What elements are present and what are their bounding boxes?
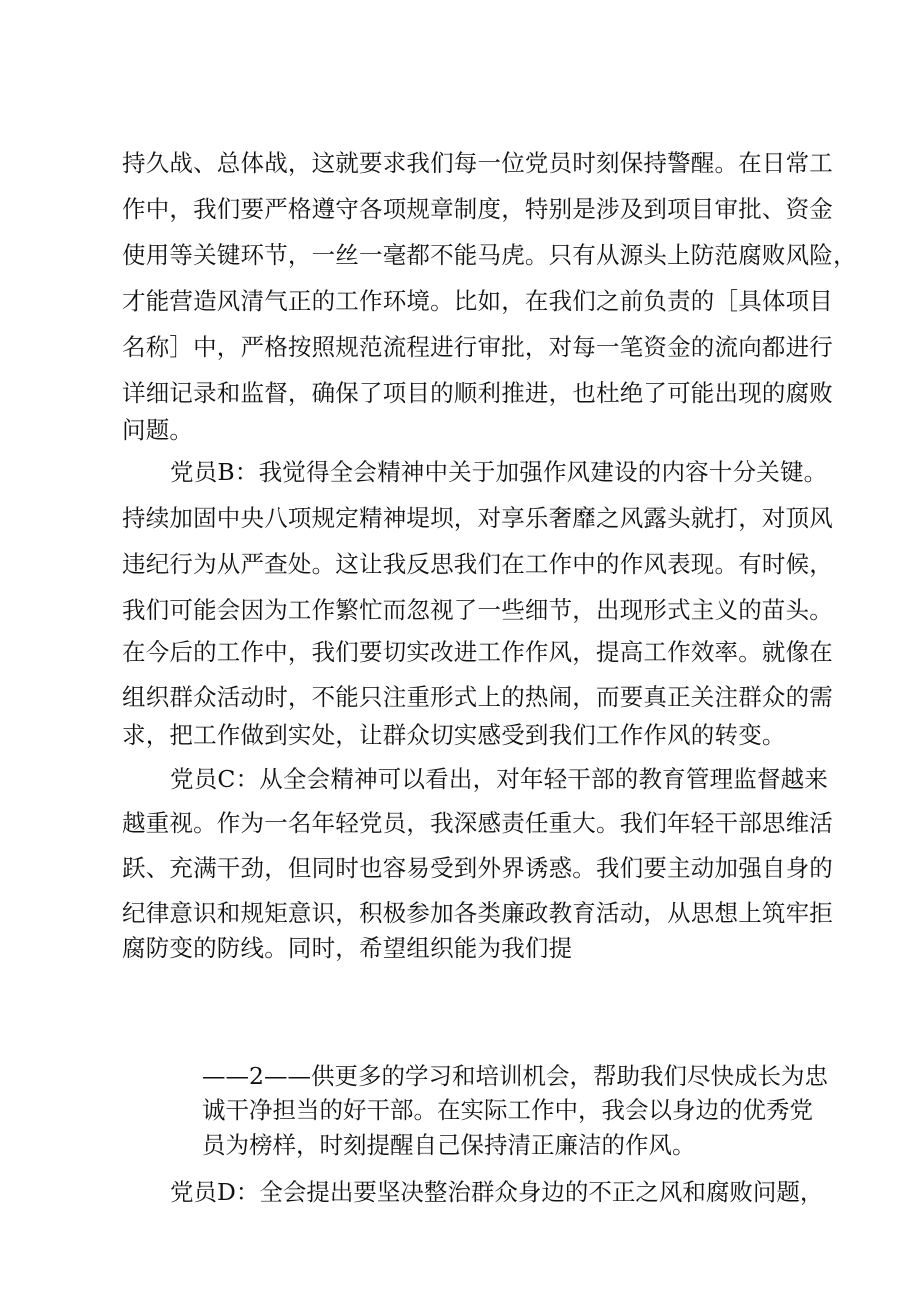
paragraph-c-line: 党员C：从全会精神可以看出，对年轻干部的教育管理监督越来: [170, 765, 829, 793]
paragraph-d-line: 党员D：全会提出要坚决整治群众身边的不正之风和腐败问题，: [170, 1178, 824, 1206]
page-number-continuation-line: ——2——供更多的学习和培训机会，帮助我们尽快成长为忠: [202, 1062, 828, 1090]
paragraph-b-line: 我们可能会因为工作繁忙而忽视了一些细节，出现形式主义的苗头。: [122, 596, 833, 624]
paragraph-c-line: 纪律意识和规矩意识，积极参加各类廉政教育活动，从思想上筑牢拒: [122, 899, 833, 927]
paragraph-b-line: 持续加固中央八项规定精神堤坝，对享乐奢靡之风露头就打，对顶风: [122, 504, 833, 532]
paragraph-c-line: 越重视。作为一名年轻党员，我深感责任重大。我们年轻干部思维活: [122, 809, 833, 837]
paragraph-b-line: 组织群众活动时，不能只注重形式上的热闹，而要真正关注群众的需: [122, 683, 833, 711]
paragraph-b-line: 在今后的工作中，我们要切实改进工作作风，提高工作效率。就像在: [122, 638, 833, 666]
paragraph-c-line: 腐防变的防线。同时，希望组织能为我们提: [122, 934, 573, 962]
paragraph-b-line: 求，把工作做到实处，让群众切实感受到我们工作作风的转变。: [122, 721, 786, 749]
paragraph-b-line: 党员B：我觉得全会精神中关于加强作风建设的内容十分关键。: [170, 458, 828, 486]
paragraph-a-line: 使用等关键环节，一丝一毫都不能马虎。只有从源头上防范腐败风险，: [122, 241, 857, 269]
paragraph-a-line: 才能营造风清气正的工作环境。比如，在我们之前负责的［具体项目: [122, 287, 833, 315]
paragraph-b-line: 违纪行为从严查处。这让我反思我们在工作中的作风表现。有时候，: [122, 550, 833, 578]
paragraph-c-line: 跃、充满干劲，但同时也容易受到外界诱惑。我们要主动加强自身的: [122, 854, 833, 882]
paragraph-a-line: 名称］中，严格按照规范流程进行审批，对每一笔资金的流向都进行: [122, 333, 833, 361]
continuation-line: 诚干净担当的好干部。在实际工作中，我会以身边的优秀党: [202, 1096, 813, 1124]
paragraph-a-line: 作中，我们要严格遵守各项规章制度，特别是涉及到项目审批、资金: [122, 195, 833, 223]
paragraph-a-line: 持久战、总体战，这就要求我们每一位党员时刻保持警醒。在日常工: [122, 149, 833, 177]
continuation-line: 员为榜样，时刻提醒自己保持清正廉洁的作风。: [202, 1131, 696, 1159]
paragraph-a-line: 详细记录和监督，确保了项目的顺利推进，也杜绝了可能出现的腐败: [122, 379, 833, 407]
paragraph-a-line: 问题。: [122, 416, 194, 444]
